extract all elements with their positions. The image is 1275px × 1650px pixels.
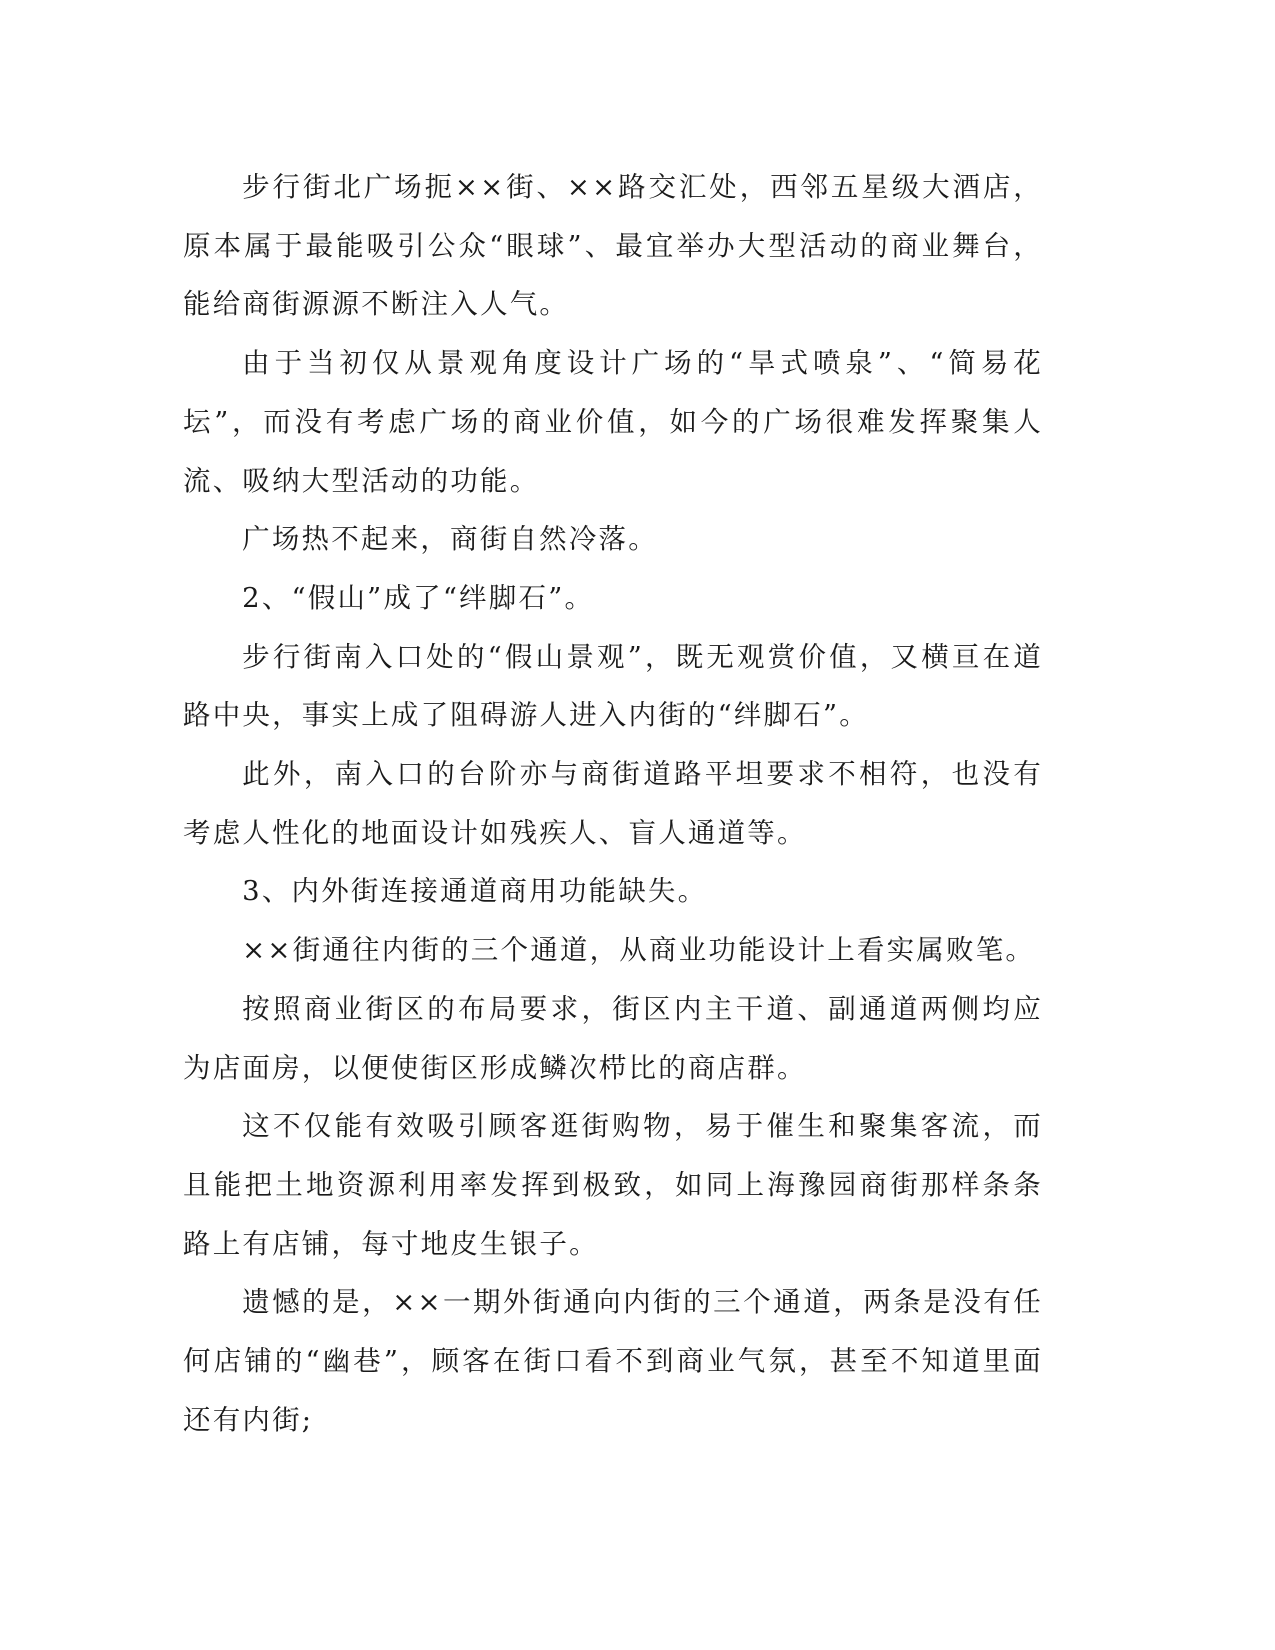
paragraph-south-entrance: 步行街南入口处的“假山景观”，既无观赏价值，又横亘在道路中央，事实上成了阻碍游人进入内街的“绊脚石”。	[183, 640, 1043, 732]
paragraph-steps: 此外，南入口的台阶亦与商街道路平坦要求不相符，也没有考虑人性化的地面设计如残疾人、盲人通道等。	[183, 758, 1043, 849]
paragraph-landscape-design: 由于当初仅从景观角度设计广场的“旱式喷泉”、“简易花坛”，而没有考虑广场的商业价值，如今的广场很难发挥聚集人流、吸纳大型活动的功能。	[183, 347, 1043, 497]
document-body	[183, 158, 1043, 1449]
section-heading-passages: 3、内外街连接通道商用功能缺失。	[242, 875, 708, 908]
section-heading-rockery: 2、“假山”成了“绊脚石”。	[242, 581, 595, 614]
paragraph-north-square: 步行街北广场扼××街、××路交汇处，西邻五星级大酒店，原本属于最能吸引公众“眼球”、最宜举办大型活动的商业舞台，能给商街源源不断注入人气。	[183, 171, 1043, 321]
paragraph-square-cold: 广场热不起来，商街自然冷落。	[242, 523, 658, 556]
paragraph-layout-requirements: 按照商业街区的布局要求，街区内主干道、副通道两侧均应为店面房，以便使街区形成鳞次栉比的商店群。	[183, 992, 1043, 1084]
paragraph-three-passages: ××街通往内街的三个通道，从商业功能设计上看实属败笔。	[242, 934, 1036, 967]
paragraph-attract-customers: 这不仅能有效吸引顾客逛街购物，易于催生和聚集客流，而且能把土地资源利用率发挥到极致，如同上海豫园商街那样条条路上有店铺，每寸地皮生银子。	[183, 1110, 1043, 1260]
paragraph-regret: 遗憾的是，××一期外街通向内街的三个通道，两条是没有任何店铺的“幽巷”，顾客在街口看不到商业气氛，甚至不知道里面还有内街;	[183, 1286, 1043, 1436]
